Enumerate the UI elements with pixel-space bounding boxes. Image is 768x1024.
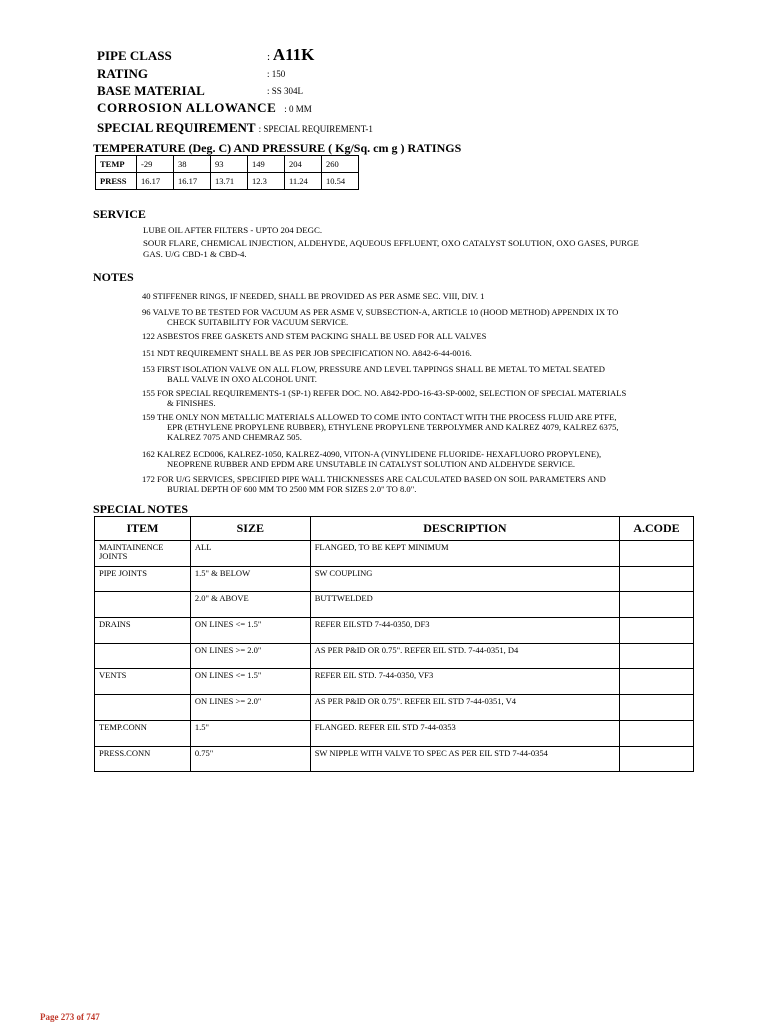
base-material-value: SS 304L	[271, 86, 304, 96]
acode-cell	[620, 592, 694, 618]
rating-label: RATING	[97, 66, 149, 81]
description-cell: AS PER P&ID OR 0.75". REFER EIL STD. 7-44-0351, D4	[310, 643, 619, 669]
item-cell	[95, 592, 191, 618]
corrosion-row: CORROSION ALLOWANCE : 0 MM	[97, 100, 312, 115]
size-cell: ON LINES <= 1.5"	[190, 618, 310, 644]
description-cell: FLANGED. REFER EIL STD 7-44-0353	[310, 720, 619, 746]
acode-cell	[620, 695, 694, 721]
corrosion-value: 0 MM	[288, 104, 312, 114]
size-cell: 1.5"	[190, 720, 310, 746]
temp-cell: -29	[137, 156, 174, 173]
note-item: 122 ASBESTOS FREE GASKETS AND STEM PACKING SHALL BE USED FOR ALL VALVES	[142, 331, 487, 341]
service-line: LUBE OIL AFTER FILTERS - UPTO 204 DEGC.	[143, 225, 323, 235]
pipe-class-label: PIPE CLASS	[97, 48, 172, 63]
acode-cell	[620, 669, 694, 695]
ratings-title: TEMPERATURE (Deg. C) AND PRESSURE ( Kg/Sq. cm g ) RATINGS	[93, 141, 462, 155]
note-item: 151 NDT REQUIREMENT SHALL BE AS PER JOB SPECIFICATION NO. A842-6-44-0016.	[142, 348, 472, 358]
press-cell: 13.71	[211, 173, 248, 190]
press-cell: 11.24	[285, 173, 322, 190]
acode-cell	[620, 566, 694, 592]
base-material-row: BASE MATERIAL : SS 304L	[97, 83, 304, 98]
special-req-row: SPECIAL REQUIREMENT : SPECIAL REQUIREMENT-1	[97, 120, 373, 135]
temp-cell: 204	[285, 156, 322, 173]
size-cell: ON LINES <= 1.5"	[190, 669, 310, 695]
item-cell: VENTS	[95, 669, 191, 695]
temp-cell: 93	[211, 156, 248, 173]
note-item: 155 FOR SPECIAL REQUIREMENTS-1 (SP-1) REFER DOC. NO. A842-PDO-16-43-SP-0002, SELECTION OF SPECIAL MATERIALS & FINISHES.	[142, 388, 627, 408]
press-row	[96, 173, 359, 190]
table-row	[95, 618, 694, 644]
item-cell	[95, 643, 191, 669]
item-cell: PRESS.CONN	[95, 746, 191, 772]
temp-row	[96, 156, 359, 173]
special-notes-title: SPECIAL NOTES	[93, 502, 189, 516]
acode-cell	[620, 618, 694, 644]
press-cell: 16.17	[137, 173, 174, 190]
rating-row: RATING : 150	[97, 66, 286, 81]
size-cell: 2.0" & ABOVE	[190, 592, 310, 618]
temp-label: TEMP	[96, 156, 137, 173]
press-label: PRESS	[96, 173, 137, 190]
table-row	[95, 720, 694, 746]
corrosion-label: CORROSION ALLOWANCE	[97, 100, 277, 115]
table-row	[95, 643, 694, 669]
description-cell: REFER EIL STD. 7-44-0350, VF3	[310, 669, 619, 695]
special-req-label: SPECIAL REQUIREMENT	[97, 120, 256, 135]
press-cell: 12.3	[248, 173, 285, 190]
size-cell: ON LINES >= 2.0"	[190, 695, 310, 721]
col-header-size: SIZE	[190, 517, 310, 541]
description-cell: AS PER P&ID OR 0.75". REFER EIL STD 7-44-0351, V4	[310, 695, 619, 721]
col-header-item: ITEM	[95, 517, 191, 541]
item-cell: DRAINS	[95, 618, 191, 644]
item-cell: PIPE JOINTS	[95, 566, 191, 592]
table-row	[95, 592, 694, 618]
pipe-class-value: A11K	[272, 45, 315, 64]
service-title: SERVICE	[93, 207, 146, 221]
acode-cell	[620, 720, 694, 746]
item-cell: MAINTAINENCE JOINTS	[95, 541, 191, 567]
note-item: 159 THE ONLY NON METALLIC MATERIALS ALLOWED TO COME INTO CONTACT WITH THE PROCESS FLUID ARE PTFE, EPR (ETHYLENE PROPYLENE RUBBER), ETHYLENE PROPYLENE TERPOLYMER AND KALREZ 4079, KALREZ 6375, KALREZ 7075 AND CHEMRAZ 505.	[142, 412, 619, 442]
temp-cell: 260	[322, 156, 359, 173]
service-line: GAS. U/G CBD-1 & CBD-4.	[143, 249, 247, 259]
description-cell: BUTTWELDED	[310, 592, 619, 618]
service-line: SOUR FLARE, CHEMICAL INJECTION, ALDEHYDE, AQUEOUS EFFLUENT, OXO CATALYST SOLUTION, OXO GASES, PURGE	[143, 238, 639, 248]
base-material-label: BASE MATERIAL	[97, 83, 205, 98]
ratings-table	[95, 155, 359, 190]
temp-cell: 149	[248, 156, 285, 173]
description-cell: REFER EILSTD 7-44-0350, DF3	[310, 618, 619, 644]
temp-cell: 38	[174, 156, 211, 173]
notes-title: NOTES	[93, 270, 134, 284]
description-cell: SW NIPPLE WITH VALVE TO SPEC AS PER EIL STD 7-44-0354	[310, 746, 619, 772]
description-cell: SW COUPLING	[310, 566, 619, 592]
description-cell: FLANGED, TO BE KEPT MINIMUM	[310, 541, 619, 567]
table-row	[95, 566, 694, 592]
note-item: 153 FIRST ISOLATION VALVE ON ALL FLOW, PRESSURE AND LEVEL TAPPINGS SHALL BE METAL TO METAL SEATED BALL VALVE IN OXO ALCOHOL UNIT.	[142, 364, 605, 384]
page-number: Page 273 of 747	[40, 1012, 100, 1022]
size-cell: 1.5" & BELOW	[190, 566, 310, 592]
col-header-acode: A.CODE	[620, 517, 694, 541]
press-cell: 16.17	[174, 173, 211, 190]
acode-cell	[620, 643, 694, 669]
note-item: 40 STIFFENER RINGS, IF NEEDED, SHALL BE PROVIDED AS PER ASME SEC. VIII, DIV. 1	[142, 291, 485, 301]
table-row	[95, 669, 694, 695]
acode-cell	[620, 541, 694, 567]
pipe-class-row: PIPE CLASS : A11K	[97, 45, 315, 64]
item-cell: TEMP.CONN	[95, 720, 191, 746]
press-cell: 10.54	[322, 173, 359, 190]
acode-cell	[620, 746, 694, 772]
special-notes-table	[94, 516, 694, 772]
table-header-row	[95, 517, 694, 541]
col-header-description: DESCRIPTION	[310, 517, 619, 541]
rating-value: 150	[271, 69, 286, 79]
note-item: 162 KALREZ ECD006, KALREZ-1050, KALREZ-4090, VITON-A (VINYLIDENE FLUORIDE- HEXAFLUORO PROPYLENE), NEOPRENE RUBBER AND EPDM ARE UNSUTABLE IN CATALYST SOLUTION AND ALDEHYDE SERVICE.	[142, 449, 602, 469]
size-cell: ALL	[190, 541, 310, 567]
table-row	[95, 746, 694, 772]
size-cell: 0.75"	[190, 746, 310, 772]
special-req-value: SPECIAL REQUIREMENT-1	[263, 124, 373, 134]
note-item: 96 VALVE TO BE TESTED FOR VACUUM AS PER ASME V, SUBSECTION-A, ARTICLE 10 (HOOD METHOD) APPENDIX IX TO CHECK SUITABILITY FOR VACUUM SERVICE.	[142, 307, 619, 327]
table-row	[95, 541, 694, 567]
size-cell: ON LINES >= 2.0"	[190, 643, 310, 669]
item-cell	[95, 695, 191, 721]
table-row	[95, 695, 694, 721]
note-item: 172 FOR U/G SERVICES, SPECIFIED PIPE WALL THICKNESSES ARE CALCULATED BASED ON SOIL PARAMETERS AND BURIAL DEPTH OF 600 MM TO 2500 MM FOR SIZES 2.0" TO 8.0".	[142, 474, 606, 494]
